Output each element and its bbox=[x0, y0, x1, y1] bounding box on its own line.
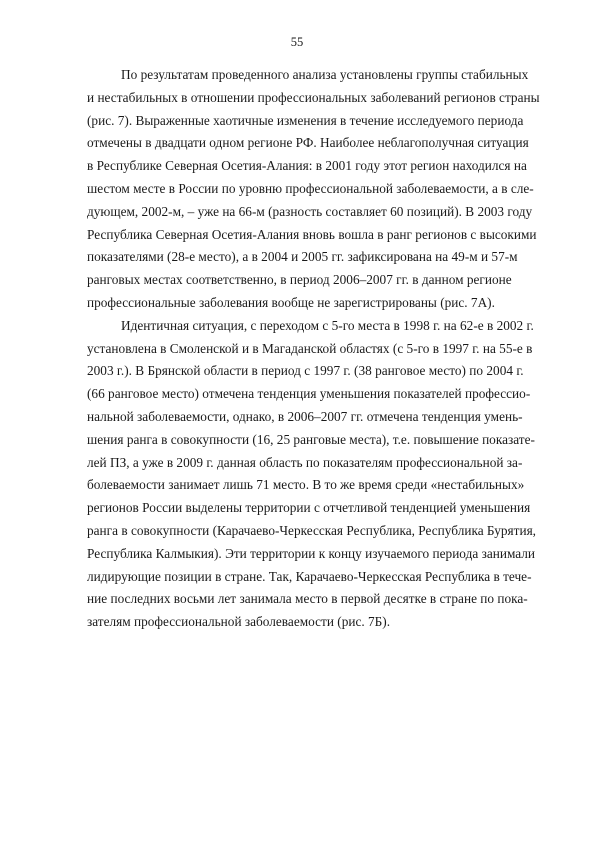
paragraph-1: По результатам проведенного анализа установлены группы стабильных и нестабильных в отношении профессиональных заболеваний регионов страны (рис. 7). Выраженные хаотичные изменения в течение исследуемого периода отмечены в двадцати одном регионе РФ. Наиболее неблагополучная ситуация в Республике Северная Осетия-Алания: в 2001 году этот регион находился на шестом месте в России по уровню профессиональной заболеваемости, а в сле- дующем, 2002-м, – уже на 66-м (разность составляет 60 позиций). В 2003 году Республика Северная Осетия-Алания вновь вошла в ранг регионов с высокими показателями (28-е место), а в 2004 и 2005 гг. зафиксирована на 49-м и 57-м ранговых местах соответственно, в период 2006–2007 гг. в данном регионе профессиональные заболевания вообще не зарегистрированы (рис. 7А). bbox=[87, 67, 540, 310]
body-text bbox=[87, 64, 559, 634]
page-number: 55 bbox=[290, 35, 304, 49]
paragraph-2: Идентичная ситуация, с переходом с 5-го места в 1998 г. на 62-е в 2002 г. установлена в Смоленской и в Магаданской областях (с 5-го в 1997 г. на 55-е в 2003 г.). В Брянской области в период с 1997 г. (38 ранговое место) по 2004 г. (66 ранговое место) отмечена тенденция уменьшения показателей профессио- нальной заболеваемости, однако, в 2006–2007 гг. отмечена тенденция умень- шения ранга в совокупности (16, 25 ранговые места), т.е. повышение показате- лей ПЗ, а уже в 2009 г. данная область по показателям профессиональной за- болеваемости занимает лишь 71 место. В то же время среди «нестабильных» регионов России выделены территории с отчетливой тенденцией уменьшения ранга в совокупности (Карачаево-Черкесская Республика, Республика Бурятия, Республика Калмыкия). Эти территории к концу изучаемого периода занимали лидирующие позиции в стране. Так, Карачаево-Черкесская Республика в тече- ние последних восьми лет занимала место в первой десятке в стране по пока- зателям профессиональной заболеваемости (рис. 7Б). bbox=[87, 317, 537, 630]
